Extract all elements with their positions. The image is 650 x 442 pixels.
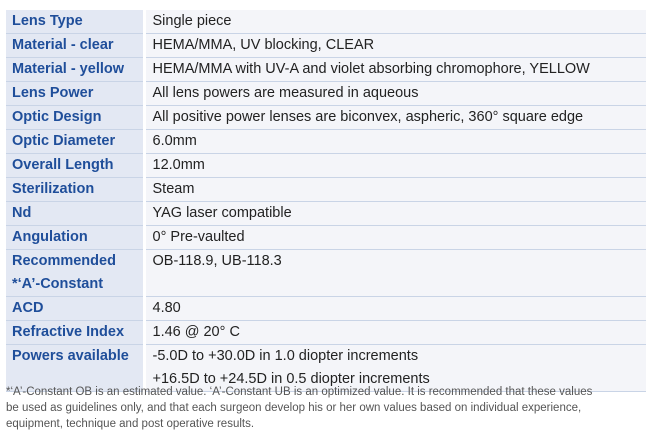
spec-value: OB-118.9, UB-118.3 <box>152 253 282 269</box>
spec-value: YAG laser compatible <box>152 205 292 221</box>
spec-row <box>6 226 646 250</box>
spec-label-cell <box>6 178 144 202</box>
spec-value-cell <box>144 226 646 250</box>
spec-row <box>6 154 646 178</box>
spec-row <box>6 202 646 226</box>
spec-value: 0° Pre-vaulted <box>152 229 245 245</box>
spec-value: Single piece <box>152 13 232 29</box>
spec-row <box>6 321 646 345</box>
spec-label: Optic Design <box>12 109 102 125</box>
spec-label: Angulation <box>12 229 88 245</box>
spec-label: Material - yellow <box>12 61 125 77</box>
spec-row <box>6 34 646 58</box>
spec-label-cell <box>6 82 144 106</box>
spec-value-cell <box>144 202 646 226</box>
spec-value-cell <box>144 154 646 178</box>
spec-label-cell <box>6 250 144 297</box>
spec-row <box>6 106 646 130</box>
spec-label-cell <box>6 10 144 34</box>
spec-value: 6.0mm <box>152 133 197 149</box>
spec-value-cell <box>144 58 646 82</box>
spec-label: Optic Diameter <box>12 133 116 149</box>
spec-value-cell <box>144 10 646 34</box>
spec-label: Material - clear <box>12 37 114 53</box>
spec-label: Nd <box>12 205 32 221</box>
spec-value: 1.46 @ 20° C <box>152 324 240 340</box>
footnote-line-3: equipment, technique and post operative results. <box>6 418 255 430</box>
spec-label-cell <box>6 34 144 58</box>
spec-label: Sterilization <box>12 181 95 197</box>
spec-value-cell <box>144 82 646 106</box>
footnote <box>6 384 646 432</box>
spec-label-cell <box>6 297 144 321</box>
spec-label: Recommended <box>12 253 116 269</box>
spec-value: -5.0D to +30.0D in 1.0 diopter increments <box>152 348 419 364</box>
spec-label: Lens Power <box>12 85 94 101</box>
spec-label-cell <box>6 202 144 226</box>
spec-label-cell <box>6 226 144 250</box>
spec-value: All lens powers are measured in aqueous <box>152 85 419 101</box>
spec-label: Powers available <box>12 348 129 364</box>
spec-label: Refractive Index <box>12 324 125 340</box>
spec-row <box>6 82 646 106</box>
spec-label: ACD <box>12 300 44 316</box>
footnote-line-1: *‘A’-Constant OB is an estimated value. ‘A’-Constant UB is an optimized value. It is recommended that these values <box>6 386 593 398</box>
spec-label-cell <box>6 58 144 82</box>
spec-value-cell <box>144 178 646 202</box>
spec-row <box>6 178 646 202</box>
spec-label: Overall Length <box>12 157 114 173</box>
spec-value-cell <box>144 106 646 130</box>
footnote-line-2: be used as guidelines only, and that each surgeon develop his or her own values based on individual experience, <box>6 402 582 414</box>
spec-row <box>6 10 646 34</box>
spec-label-cell <box>6 106 144 130</box>
spec-row <box>6 297 646 321</box>
spec-value: 4.80 <box>152 300 181 316</box>
spec-value: +16.5D to +24.5D in 0.5 diopter increments <box>152 371 430 387</box>
spec-value-cell <box>144 321 646 345</box>
spec-value: All positive power lenses are biconvex, aspheric, 360° square edge <box>152 109 584 125</box>
spec-label: Lens Type <box>12 13 83 29</box>
spec-value: Steam <box>152 181 195 197</box>
spec-value-cell <box>144 250 646 297</box>
specifications-table-body <box>6 10 646 392</box>
spec-value-cell <box>144 34 646 58</box>
spec-value-cell <box>144 130 646 154</box>
spec-label: *‘A’-Constant <box>12 276 104 292</box>
spec-value: HEMA/MMA with UV-A and violet absorbing chromophore, YELLOW <box>152 61 590 77</box>
spec-row <box>6 58 646 82</box>
spec-row <box>6 130 646 154</box>
specifications-table <box>6 10 646 392</box>
spec-row <box>6 250 646 297</box>
spec-label-cell <box>6 154 144 178</box>
spec-value: HEMA/MMA, UV blocking, CLEAR <box>152 37 375 53</box>
spec-value-cell <box>144 297 646 321</box>
spec-label-cell <box>6 130 144 154</box>
spec-label-cell <box>6 321 144 345</box>
spec-value: 12.0mm <box>152 157 205 173</box>
